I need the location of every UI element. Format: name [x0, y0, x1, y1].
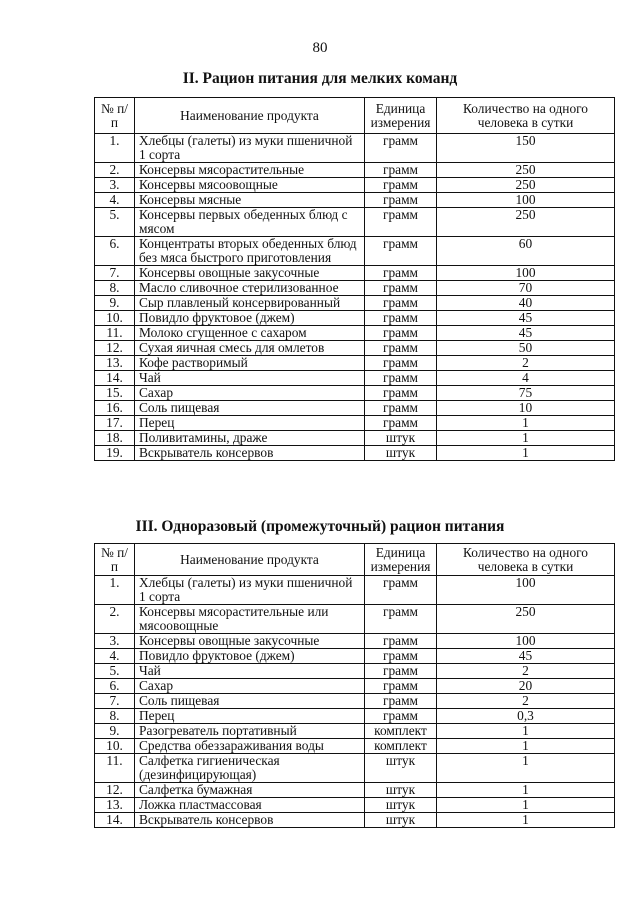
quantity-per-person: 250 [437, 178, 615, 193]
unit-of-measure: грамм [365, 664, 437, 679]
product-name: Разогреватель портативный [135, 724, 365, 739]
quantity-per-person: 1 [437, 754, 615, 783]
row-number: 7. [95, 266, 135, 281]
row-number: 10. [95, 739, 135, 754]
product-name: Сахар [135, 386, 365, 401]
unit-of-measure: грамм [365, 178, 437, 193]
product-name: Консервы овощные закусочные [135, 266, 365, 281]
product-name: Перец [135, 709, 365, 724]
unit-of-measure: комплект [365, 739, 437, 754]
quantity-per-person: 70 [437, 281, 615, 296]
table-row [95, 163, 615, 178]
row-number: 13. [95, 798, 135, 813]
product-name: Соль пищевая [135, 401, 365, 416]
quantity-per-person: 1 [437, 739, 615, 754]
table-row [95, 266, 615, 281]
header-quantity: Количество на одного человека в сутки [437, 544, 615, 576]
unit-of-measure: грамм [365, 401, 437, 416]
table-row [95, 709, 615, 724]
table-row [95, 605, 615, 634]
unit-of-measure: грамм [365, 208, 437, 237]
table-row [95, 134, 615, 163]
table-row [95, 664, 615, 679]
header-unit: Единица измерения [365, 544, 437, 576]
unit-of-measure: штук [365, 783, 437, 798]
quantity-per-person: 100 [437, 266, 615, 281]
row-number: 17. [95, 416, 135, 431]
table-row [95, 356, 615, 371]
quantity-per-person: 20 [437, 679, 615, 694]
unit-of-measure: грамм [365, 266, 437, 281]
quantity-per-person: 1 [437, 813, 615, 828]
product-name: Чай [135, 664, 365, 679]
row-number: 4. [95, 193, 135, 208]
header-unit: Единица измерения [365, 98, 437, 134]
row-number: 11. [95, 754, 135, 783]
table-row [95, 401, 615, 416]
table-row [95, 754, 615, 783]
unit-of-measure: грамм [365, 193, 437, 208]
quantity-per-person: 0,3 [437, 709, 615, 724]
unit-of-measure: грамм [365, 679, 437, 694]
row-number: 13. [95, 356, 135, 371]
unit-of-measure: штук [365, 446, 437, 461]
product-name: Кофе растворимый [135, 356, 365, 371]
row-number: 6. [95, 237, 135, 266]
unit-of-measure: грамм [365, 134, 437, 163]
unit-of-measure: грамм [365, 356, 437, 371]
table-row [95, 431, 615, 446]
table-row [95, 193, 615, 208]
unit-of-measure: грамм [365, 371, 437, 386]
row-number: 12. [95, 783, 135, 798]
unit-of-measure: штук [365, 754, 437, 783]
row-number: 18. [95, 431, 135, 446]
product-name: Молоко сгущенное с сахаром [135, 326, 365, 341]
product-name: Салфетка гигиеническая (дезинфицирующая) [135, 754, 365, 783]
table-row [95, 798, 615, 813]
table-row [95, 371, 615, 386]
product-name: Консервы мясорастительные или мясоовощные [135, 605, 365, 634]
quantity-per-person: 100 [437, 193, 615, 208]
table-row [95, 813, 615, 828]
row-number: 15. [95, 386, 135, 401]
row-number: 9. [95, 296, 135, 311]
row-number: 3. [95, 634, 135, 649]
table-row [95, 237, 615, 266]
row-number: 14. [95, 813, 135, 828]
row-number: 14. [95, 371, 135, 386]
row-number: 1. [95, 134, 135, 163]
product-name: Салфетка бумажная [135, 783, 365, 798]
table-row [95, 739, 615, 754]
quantity-per-person: 1 [437, 798, 615, 813]
header-product-name: Наименование продукта [135, 98, 365, 134]
unit-of-measure: грамм [365, 311, 437, 326]
row-number: 7. [95, 694, 135, 709]
row-number: 8. [95, 281, 135, 296]
row-number: 16. [95, 401, 135, 416]
table-row [95, 208, 615, 237]
product-name: Повидло фруктовое (джем) [135, 311, 365, 326]
page-number: 80 [312, 40, 328, 56]
ration-table-single-use [94, 543, 615, 828]
table-row [95, 416, 615, 431]
quantity-per-person: 1 [437, 783, 615, 798]
quantity-per-person: 1 [437, 724, 615, 739]
table-row [95, 281, 615, 296]
table-body [95, 134, 615, 461]
table-row [95, 694, 615, 709]
product-name: Консервы овощные закусочные [135, 634, 365, 649]
quantity-per-person: 4 [437, 371, 615, 386]
quantity-per-person: 45 [437, 326, 615, 341]
product-name: Консервы первых обеденных блюд с мясом [135, 208, 365, 237]
product-name: Поливитамины, драже [135, 431, 365, 446]
unit-of-measure: штук [365, 798, 437, 813]
table-row [95, 178, 615, 193]
product-name: Вскрыватель консервов [135, 446, 365, 461]
row-number: 2. [95, 605, 135, 634]
unit-of-measure: грамм [365, 163, 437, 178]
quantity-per-person: 1 [437, 431, 615, 446]
product-name: Консервы мясорастительные [135, 163, 365, 178]
unit-of-measure: грамм [365, 576, 437, 605]
unit-of-measure: грамм [365, 281, 437, 296]
quantity-per-person: 60 [437, 237, 615, 266]
product-name: Перец [135, 416, 365, 431]
product-name: Консервы мясные [135, 193, 365, 208]
quantity-per-person: 100 [437, 634, 615, 649]
section-title-iii: III. Одноразовый (промежуточный) рацион питания [135, 518, 505, 535]
table-body [95, 576, 615, 828]
row-number: 1. [95, 576, 135, 605]
product-name: Сухая яичная смесь для омлетов [135, 341, 365, 356]
row-number: 11. [95, 326, 135, 341]
quantity-per-person: 1 [437, 446, 615, 461]
unit-of-measure: грамм [365, 296, 437, 311]
quantity-per-person: 100 [437, 576, 615, 605]
quantity-per-person: 250 [437, 605, 615, 634]
table-row [95, 649, 615, 664]
table-row [95, 341, 615, 356]
row-number: 5. [95, 208, 135, 237]
table-row [95, 326, 615, 341]
row-number: 6. [95, 679, 135, 694]
unit-of-measure: комплект [365, 724, 437, 739]
unit-of-measure: грамм [365, 649, 437, 664]
unit-of-measure: штук [365, 813, 437, 828]
product-name: Повидло фруктовое (джем) [135, 649, 365, 664]
quantity-per-person: 75 [437, 386, 615, 401]
table-row [95, 446, 615, 461]
quantity-per-person: 150 [437, 134, 615, 163]
product-name: Сыр плавленый консервированный [135, 296, 365, 311]
ration-table-small-teams [94, 97, 615, 461]
quantity-per-person: 1 [437, 416, 615, 431]
table-row [95, 576, 615, 605]
row-number: 5. [95, 664, 135, 679]
row-number: 19. [95, 446, 135, 461]
product-name: Концентраты вторых обеденных блюд без мяса быстрого приготовления [135, 237, 365, 266]
unit-of-measure: грамм [365, 237, 437, 266]
unit-of-measure: грамм [365, 386, 437, 401]
product-name: Хлебцы (галеты) из муки пшеничной 1 сорта [135, 576, 365, 605]
section-title-ii: II. Рацион питания для мелких команд [182, 70, 458, 87]
table-row [95, 724, 615, 739]
row-number: 2. [95, 163, 135, 178]
product-name: Консервы мясоовощные [135, 178, 365, 193]
quantity-per-person: 50 [437, 341, 615, 356]
product-name: Соль пищевая [135, 694, 365, 709]
product-name: Хлебцы (галеты) из муки пшеничной 1 сорта [135, 134, 365, 163]
quantity-per-person: 2 [437, 664, 615, 679]
header-number: № п/п [95, 544, 135, 576]
table-row [95, 634, 615, 649]
product-name: Чай [135, 371, 365, 386]
row-number: 4. [95, 649, 135, 664]
quantity-per-person: 45 [437, 649, 615, 664]
unit-of-measure: грамм [365, 694, 437, 709]
product-name: Сахар [135, 679, 365, 694]
unit-of-measure: грамм [365, 634, 437, 649]
header-number: № п/п [95, 98, 135, 134]
product-name: Масло сливочное стерилизованное [135, 281, 365, 296]
header-product-name: Наименование продукта [135, 544, 365, 576]
quantity-per-person: 10 [437, 401, 615, 416]
header-quantity: Количество на одного человека в сутки [437, 98, 615, 134]
unit-of-measure: штук [365, 431, 437, 446]
unit-of-measure: грамм [365, 605, 437, 634]
table-row [95, 311, 615, 326]
row-number: 9. [95, 724, 135, 739]
row-number: 12. [95, 341, 135, 356]
table-row [95, 783, 615, 798]
quantity-per-person: 45 [437, 311, 615, 326]
product-name: Вскрыватель консервов [135, 813, 365, 828]
quantity-per-person: 40 [437, 296, 615, 311]
table-row [95, 386, 615, 401]
quantity-per-person: 250 [437, 208, 615, 237]
product-name: Ложка пластмассовая [135, 798, 365, 813]
table-row [95, 679, 615, 694]
table-row [95, 296, 615, 311]
row-number: 8. [95, 709, 135, 724]
quantity-per-person: 2 [437, 356, 615, 371]
quantity-per-person: 250 [437, 163, 615, 178]
row-number: 3. [95, 178, 135, 193]
row-number: 10. [95, 311, 135, 326]
unit-of-measure: грамм [365, 709, 437, 724]
quantity-per-person: 2 [437, 694, 615, 709]
unit-of-measure: грамм [365, 326, 437, 341]
product-name: Средства обеззараживания воды [135, 739, 365, 754]
unit-of-measure: грамм [365, 341, 437, 356]
unit-of-measure: грамм [365, 416, 437, 431]
